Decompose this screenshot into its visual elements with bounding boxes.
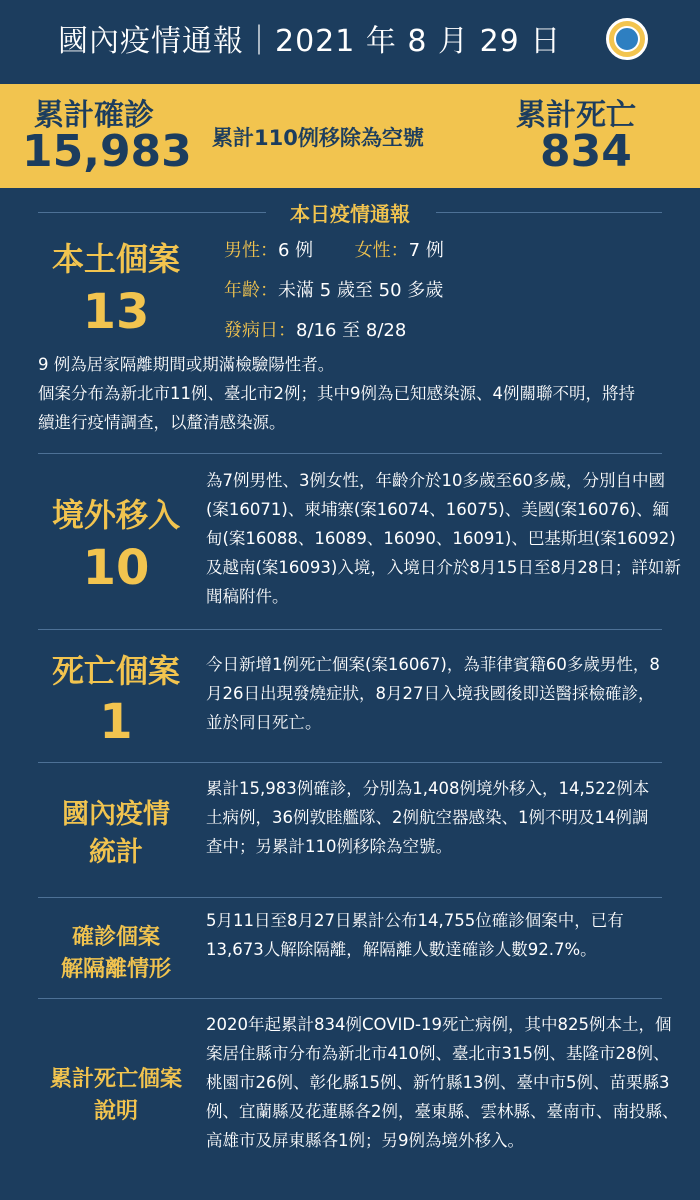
divider <box>38 629 662 630</box>
local-onset-row <box>224 316 406 342</box>
cumulative-confirmed-label: 累計確診 <box>34 98 154 133</box>
death-cases-text: 今日新增1例死亡個案(案16067)，為菲律賓籍60多歲男性，8月26日出現發燒症狀，8月27日入境我國後即送醫採檢確診，並於同日死亡。 <box>206 655 660 732</box>
local-age-row <box>224 276 443 302</box>
female-label: 女性： <box>354 240 409 261</box>
age-label: 年齡： <box>224 280 278 301</box>
age-value: 未滿 5 歲至 50 多歲 <box>278 280 444 301</box>
summary-banner <box>0 84 700 188</box>
death-cases-count: 1 <box>99 694 133 750</box>
male-label: 男性： <box>224 240 278 261</box>
today-label: 本日疫情通報 <box>290 202 410 226</box>
removed-note: 累計110例移除為空號 <box>212 126 424 150</box>
header <box>0 0 700 82</box>
imported-cases-title: 境外移入 <box>51 496 180 534</box>
death-cases-title: 死亡個案 <box>51 652 180 690</box>
domestic-stats-text: 累計15,983例確診，分別為1,408例境外移入，14,522例本土病例，36例敦睦艦隊、2例航空器感染、1例不明及14例調查中；另累計110例移除為空號。 <box>206 779 650 856</box>
cumulative-deaths-label: 累計死亡 <box>516 98 636 133</box>
page-title: 國內疫情通報｜2021 年 8 月 29 日 <box>58 24 562 59</box>
imported-cases-text: 為7例男性、3例女性，年齡介於10多歲至60多歲，分別自中國(案16071)、柬埔寨(案16074、16075)、美國(案16076)、緬甸(案16088、16089、16090、16091)、巴基斯坦(案16092)及越南(案16093)入境，入境日介於8月15日至8月28日；詳如新聞稿附件。 <box>206 471 681 606</box>
local-cases-title: 本土個案 <box>51 240 180 278</box>
local-note-1: 9 例為居家隔離期間或期滿檢驗陽性者。 <box>38 355 335 374</box>
cdc-logo-icon <box>606 18 648 60</box>
death-summary-text: 2020年起累計834例COVID-19死亡病例，其中825例本土，個案居住縣市分布為新北市410例、臺北市315例、基隆市28例、桃園市26例、彰化縣15例、新竹縣13例、臺中市5例、苗栗縣3例、宜蘭縣及花蓮縣各2例，臺東縣、雲林縣、臺南市、南投縣、高雄市及屏東縣各1例；另9例為境外移入。 <box>206 1015 679 1150</box>
release-title: 確診個案 解隔離情形 <box>60 925 171 982</box>
divider <box>436 212 662 213</box>
divider <box>38 897 662 898</box>
divider <box>38 453 662 454</box>
death-summary-title: 累計死亡個案 說明 <box>49 1067 182 1124</box>
divider <box>38 998 662 999</box>
release-text: 5月11日至8月27日累計公布14,755位確診個案中，已有13,673人解除隔離，解隔離人數達確診人數92.7%。 <box>206 911 624 959</box>
imported-cases-count: 10 <box>82 540 150 596</box>
male-value: 6 例 <box>278 240 314 261</box>
onset-value: 8/16 至 8/28 <box>296 320 407 341</box>
domestic-stats-title: 國內疫情 統計 <box>62 799 170 868</box>
onset-label: 發病日： <box>224 320 296 341</box>
female-value: 7 例 <box>408 240 444 261</box>
local-gender-row <box>224 236 444 262</box>
local-cases-count: 13 <box>82 284 150 340</box>
divider <box>38 762 662 763</box>
cumulative-confirmed-value: 15,983 <box>22 126 192 177</box>
cumulative-deaths-value: 834 <box>540 126 632 177</box>
local-note-2: 個案分布為新北市11例、臺北市2例；其中9例為已知感染源、4例關聯不明，將持續進行疫情調查，以釐清感染源。 <box>38 384 635 432</box>
